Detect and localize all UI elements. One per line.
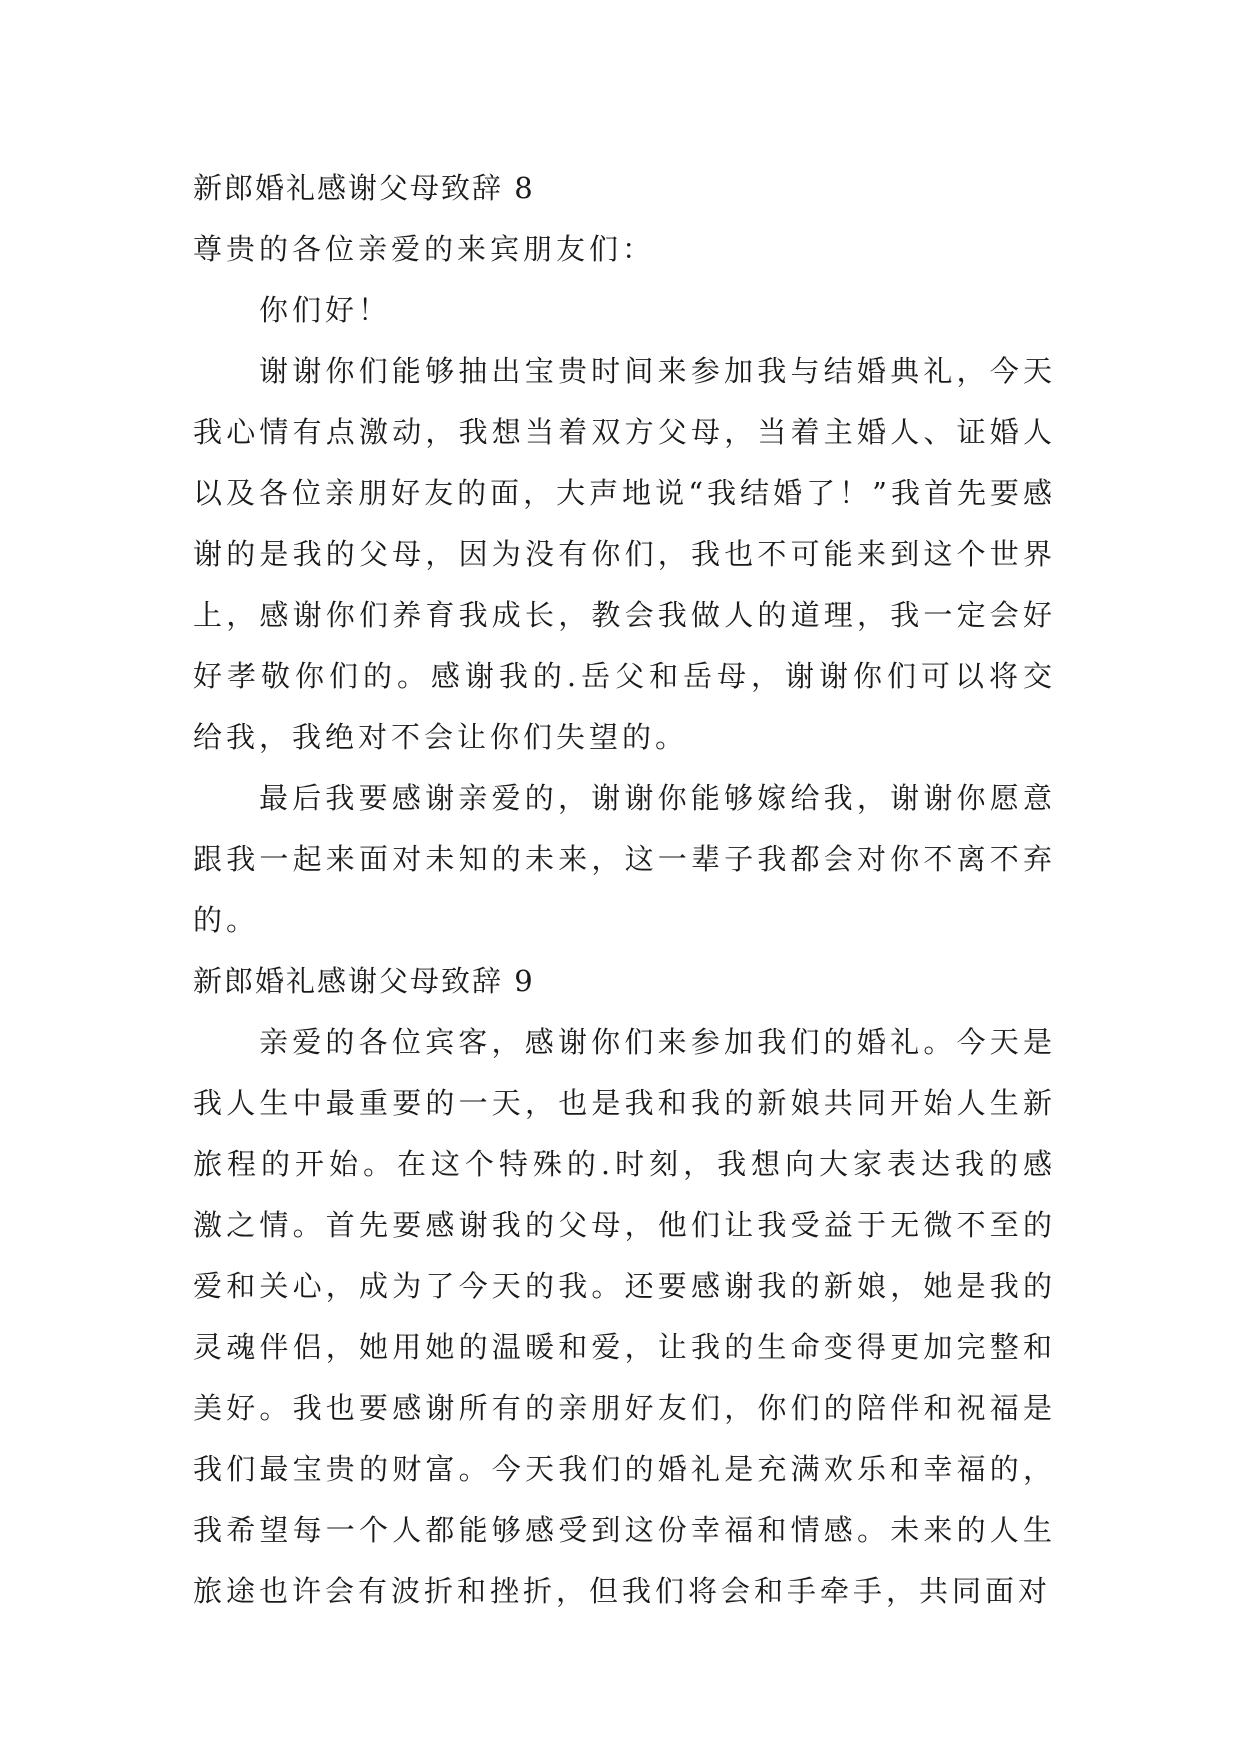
document-body [193,158,1056,1622]
salutation: 尊贵的各位亲爱的来宾朋友们： [193,232,656,266]
paragraph-thanks-spouse: 最后我要感谢亲爱的，谢谢你能够嫁给我，谢谢你愿意跟我一起来面对未知的未来，这一辈子我都会对你不离不弃的。 [193,781,1056,937]
greeting: 你们好！ [259,293,392,327]
paragraph-thanks-guests: 亲爱的各位宾客，感谢你们来参加我们的婚礼。今天是我人生中最重要的一天，也是我和我的新娘共同开始人生新旅程的开始。在这个特殊的.时刻，我想向大家表达我的感激之情。首先要感谢我的父母，他们让我受益于无微不至的爱和关心，成为了今天的我。还要感谢我的新娘，她是我的灵魂伴侣，她用她的温暖和爱，让我的生命变得更加完整和美好。我也要感谢所有的亲朋好友们，你们的陪伴和祝福是我们最宝贵的财富。今天我们的婚礼是充满欢乐和幸福的，我希望每一个人都能够感受到这份幸福和情感。未来的人生旅途也许会有波折和挫折，但我们将会和手牵手，共同面对 [193,1025,1056,1608]
section-heading-9: 新郎婚礼感谢父母致辞 9 [193,964,535,998]
paragraph-thanks-parents: 谢谢你们能够抽出宝贵时间来参加我与结婚典礼，今天我心情有点激动，我想当着双方父母，当着主婚人、证婚人以及各位亲朋好友的面，大声地说“我结婚了！”我首先要感谢的是我的父母，因为没有你们，我也不可能来到这个世界上，感谢你们养育我成长，教会我做人的道理，我一定会好好孝敬你们的。感谢我的.岳父和岳母，谢谢你们可以将交给我，我绝对不会让你们失望的。 [193,354,1056,754]
section-heading-8: 新郎婚礼感谢父母致辞 8 [193,171,535,205]
